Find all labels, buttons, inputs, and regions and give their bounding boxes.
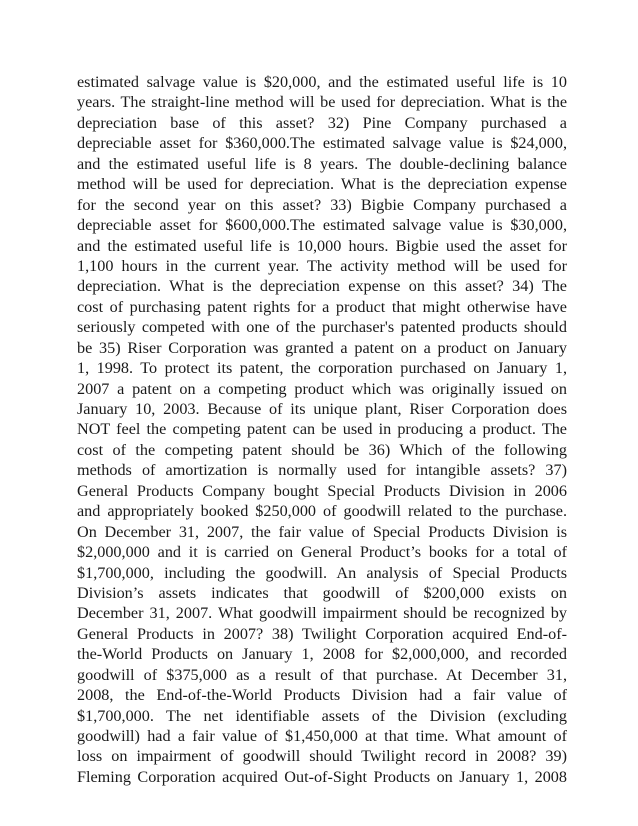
text-line: 2007 a patent on a competing product which was originally issued on [77,379,567,398]
text-line: method will be used for depreciation. What is the depreciation expense [77,175,567,194]
text-line: $1,700,000, including the goodwill. An analysis of Special Products [77,563,567,582]
text-line: estimated salvage value is $20,000, and the estimated useful life is 10 [77,73,567,91]
text-line: seriously competed with one of the purchaser's patented products should [77,318,567,337]
text-line: December 31, 2007. What goodwill impairment should be recognized by [77,604,567,623]
text-line: depreciation base of this asset? 32) Pine Company purchased a [77,113,567,132]
text-line: 2008, the End-of-the-World Products Division had a fair value of [77,686,567,705]
text-line: and the estimated useful life is 10,000 hours. Bigbie used the asset for [77,236,567,255]
text-line: General Products Company bought Special Products Division in 2006 [77,481,567,500]
text-line: methods of amortization is normally used for intangible assets? 37) [77,461,567,480]
text-line: depreciable asset for $360,000.The estimated salvage value is $24,000, [77,134,567,153]
text-line: $1,700,000. The net identifiable assets of the Division (excluding [77,706,567,725]
text-line: and the estimated useful life is 8 years. The double-declining balance [77,154,567,173]
body-text [77,72,567,787]
text-line: $2,000,000 and it is carried on General Product’s books for a total of [77,543,567,562]
text-line: goodwill of $375,000 as a result of that purchase. At December 31, [77,665,567,684]
text-line: years. The straight-line method will be used for depreciation. What is the [77,93,567,112]
text-line: NOT feel the competing patent can be used in producing a product. The [77,420,567,439]
text-line: General Products in 2007? 38) Twilight Corporation acquired End-of- [77,624,567,643]
text-line: Division’s assets indicates that goodwill of $200,000 exists on [77,583,567,602]
text-line: depreciation. What is the depreciation expense on this asset? 34) The [77,277,567,296]
text-line: and appropriately booked $250,000 of goodwill related to the purchase. [77,502,567,521]
text-line: 1,100 hours in the current year. The activity method will be used for [77,256,567,275]
text-line: depreciable asset for $600,000.The estimated salvage value is $30,000, [77,216,567,235]
text-line: for the second year on this asset? 33) Bigbie Company purchased a [77,195,567,214]
text-line: On December 31, 2007, the fair value of Special Products Division is [77,522,567,541]
text-line: cost of purchasing patent rights for a product that might otherwise have [77,297,567,316]
text-line: cost of the competing patent should be 36) Which of the following [77,440,567,459]
text-line: be 35) Riser Corporation was granted a patent on a product on January [77,338,567,357]
text-line: the-World Products on January 1, 2008 for $2,000,000, and recorded [77,645,567,664]
text-line: loss on impairment of goodwill should Twilight record in 2008? 39) [77,747,567,766]
text-line: goodwill) had a fair value of $1,450,000 at that time. What amount of [77,727,567,745]
text-line: Fleming Corporation acquired Out-of-Sight Products on January 1, 2008 [77,767,567,786]
text-line: 1, 1998. To protect its patent, the corporation purchased on January 1, [77,359,567,378]
text-line: January 10, 2003. Because of its unique plant, Riser Corporation does [77,400,567,418]
